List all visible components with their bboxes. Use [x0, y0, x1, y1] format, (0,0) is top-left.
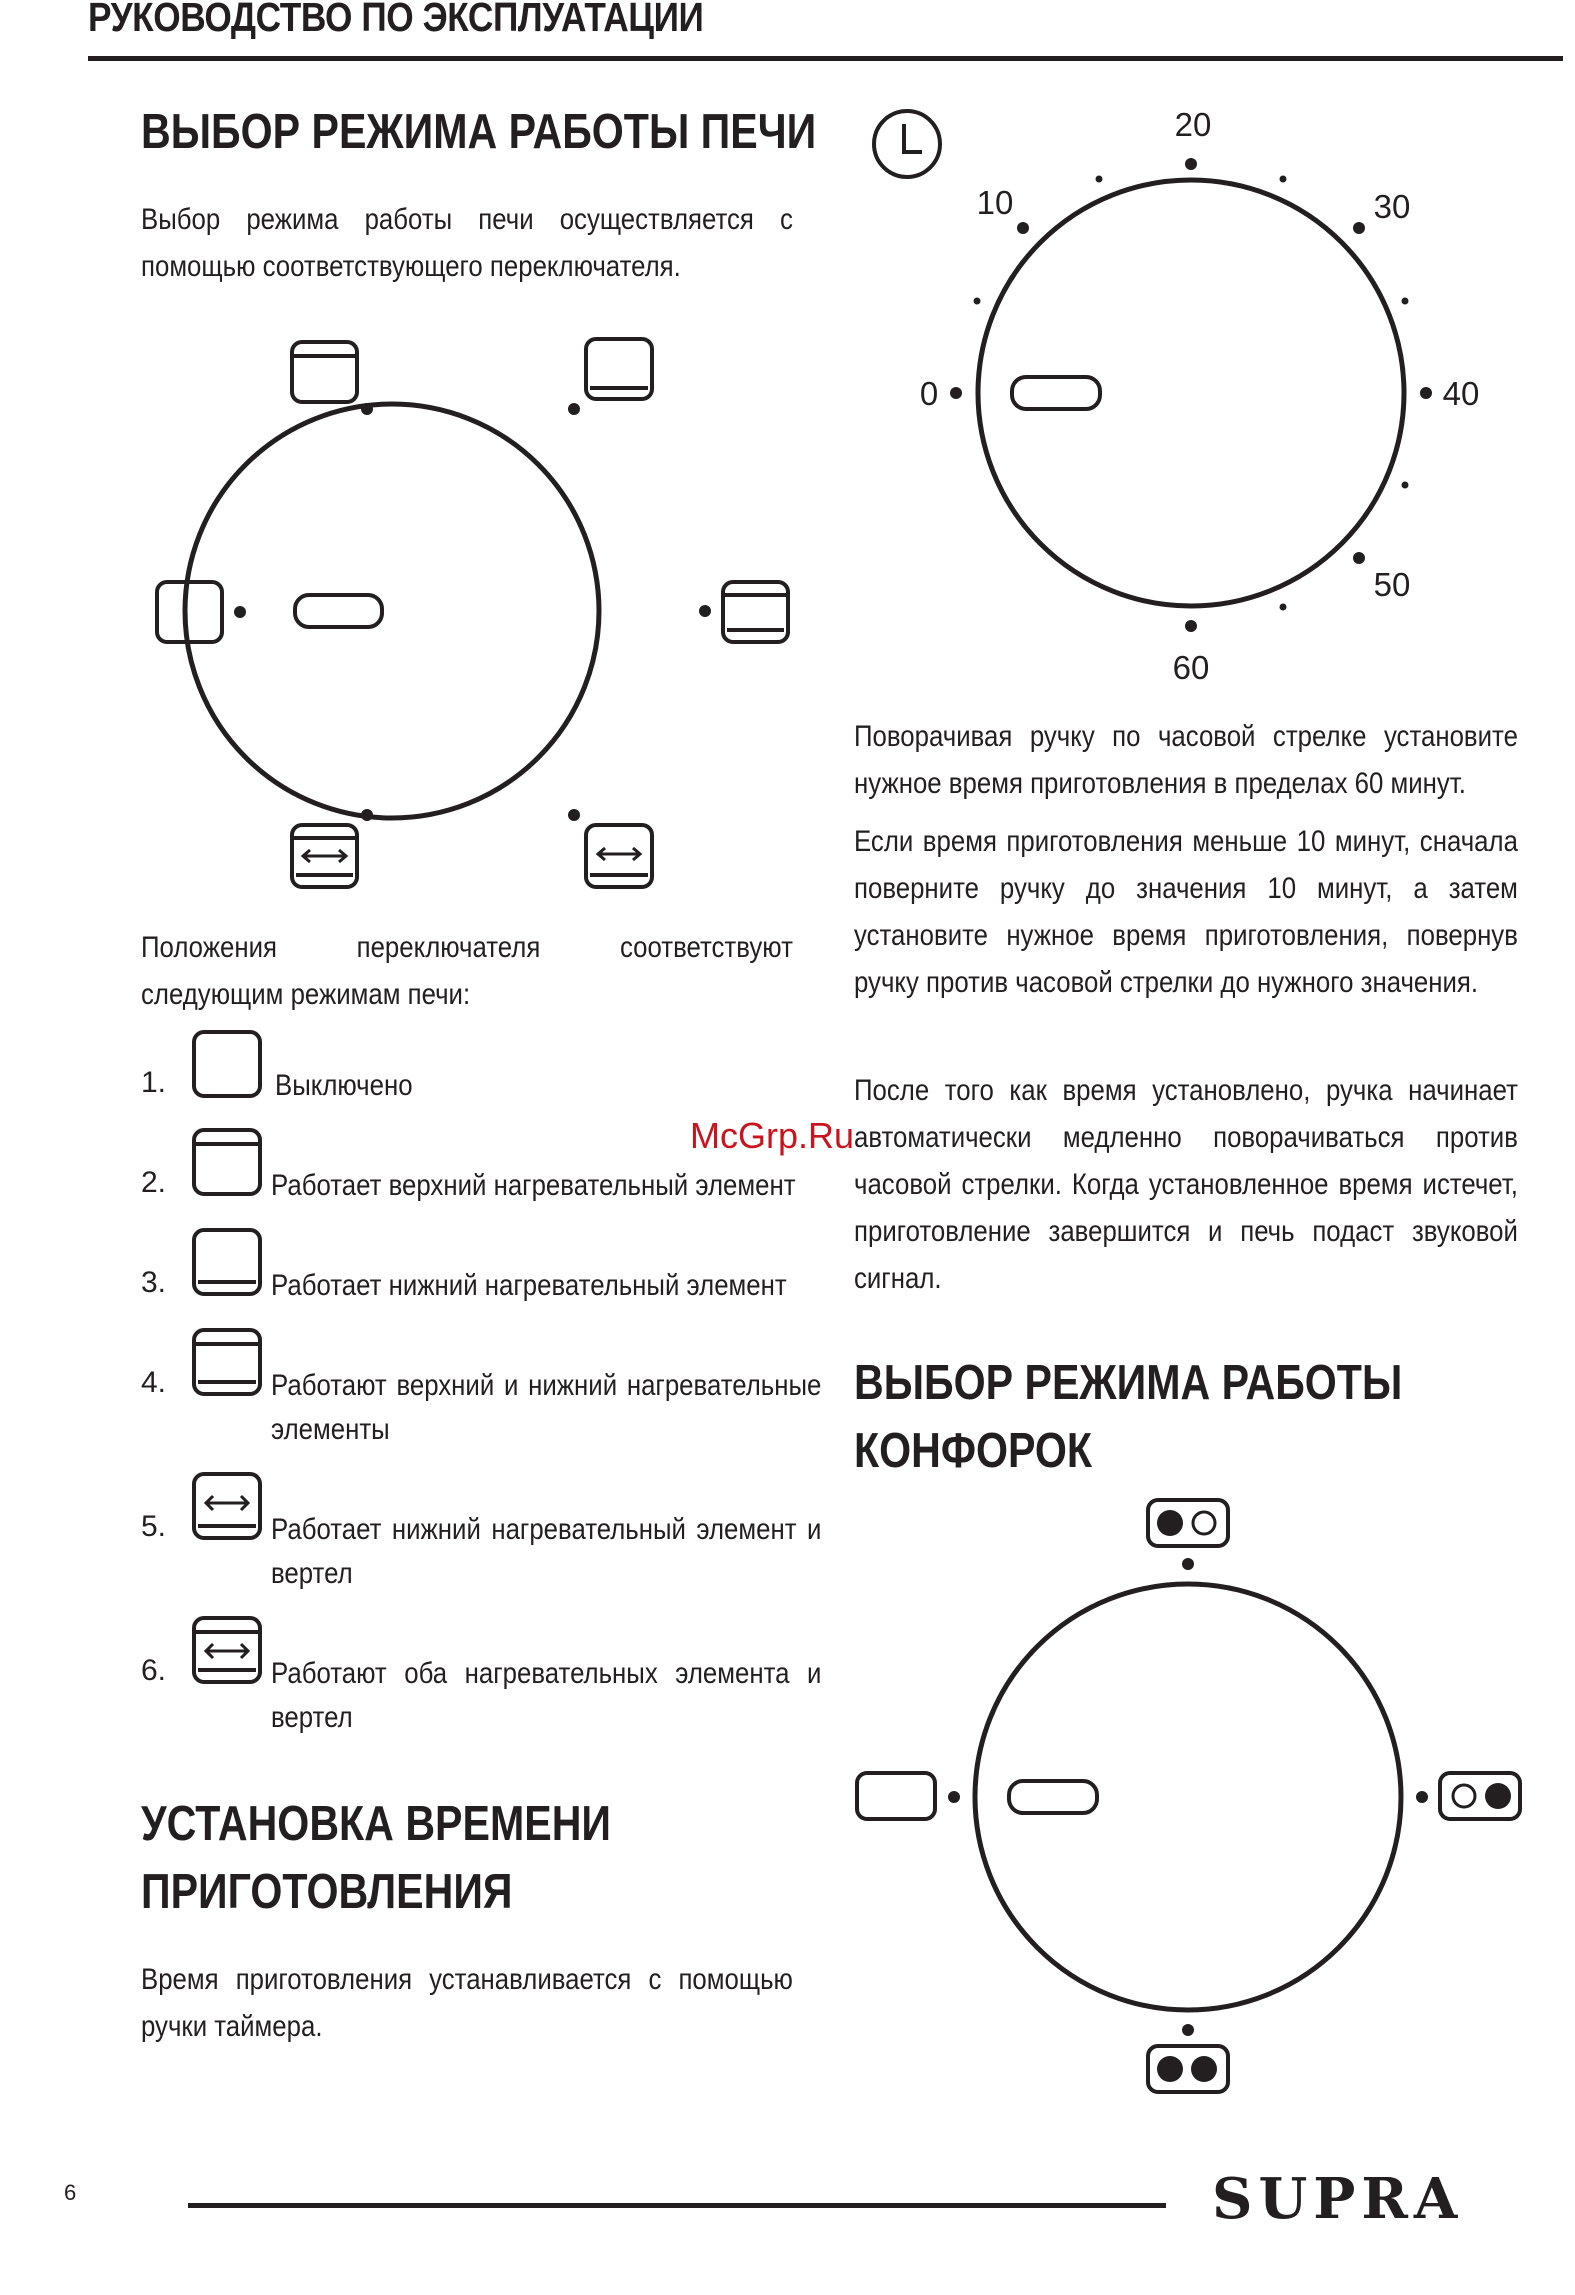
burners-off-icon [857, 1773, 935, 1819]
top-heater-icon [292, 342, 357, 402]
bottom-heater-spit-icon [586, 825, 652, 887]
list-item-text: Выключено [275, 1069, 413, 1102]
timer-knob [978, 180, 1404, 606]
timer-label-30: 30 [1373, 188, 1411, 225]
timer-paragraph-1: Поворачивая ручку по часовой стрелке установите нужное время приготовления в пределах 60 минут. [854, 720, 1518, 800]
bottom-heater-icon [190, 1226, 266, 1302]
document-header-title: РУКОВОДСТВО ПО ЭКСПЛУАТАЦИИ [88, 0, 704, 40]
dial-position-dot [361, 403, 373, 415]
list-item-text: Работает нижний нагревательный элемент и вертел [271, 1513, 822, 1590]
timer-label-60: 60 [1172, 649, 1210, 686]
timer-label-0: 0 [919, 375, 939, 412]
oven-mode-intro: Выбор режима работы печи осуществляется с помощью соответствующего переключателя. [141, 203, 793, 283]
timer-mark-dot [1353, 552, 1365, 564]
timer-paragraph-2: Если время приготовления меньше 10 минут, сначала поверните ручку до значения 10 минут, а затем установите нужное время приготовления, повернув ручку против часовой стрелки до нужного значения. [854, 825, 1518, 999]
timer-dial-diagram [860, 100, 1540, 700]
burner-position-dot [1416, 1791, 1428, 1803]
oven-mode-dial-diagram [140, 320, 820, 900]
burner-mode-dial-diagram [850, 1490, 1540, 2110]
timer-minor-dot [974, 298, 981, 305]
burner-position-dot [948, 1791, 960, 1803]
cooking-time-heading-line2: ПРИГОТОВЛЕНИЯ [141, 1865, 513, 1919]
timer-label-50: 50 [1373, 566, 1411, 603]
dial-knob [185, 404, 599, 818]
timer-label-20: 20 [1174, 106, 1212, 143]
list-item-text: Работает верхний нагревательный элемент [271, 1169, 796, 1202]
timer-paragraph-3: После того как время установлено, ручка начинает автоматически медленно поворачиваться против часовой стрелки. Когда установленное время истечет, приготовление завершится и печь подаст звуковой сигнал. [854, 1074, 1518, 1295]
positions-intro: Положения переключателя соответствуют следующим режимам печи: [141, 931, 793, 1011]
timer-mark-dot [1353, 222, 1365, 234]
bottom-heater-spit-icon [190, 1470, 266, 1546]
burner-position-dot [1182, 2024, 1194, 2036]
burner-mode-heading-line1: ВЫБОР РЕЖИМА РАБОТЫ [854, 1356, 1403, 1410]
page-number: 6 [64, 2180, 77, 2205]
top-heater-icon [190, 1126, 266, 1202]
timer-minor-dot [1280, 176, 1287, 183]
dial-position-dot [568, 809, 580, 821]
header-divider [88, 56, 1563, 61]
list-item-number: 6. [141, 1654, 167, 1687]
list-item-number: 2. [141, 1166, 167, 1199]
list-item-text: Работают верхний и нижний нагревательные элементы [271, 1369, 822, 1446]
both-heaters-spit-icon [190, 1614, 266, 1690]
timer-mark-dot [1185, 158, 1197, 170]
burner-mode-heading-line2: КОНФОРОК [854, 1424, 1093, 1478]
timer-mark-dot [1185, 620, 1197, 632]
dial-position-dot [568, 403, 580, 415]
dial-position-dot [234, 606, 246, 618]
list-item-number: 5. [141, 1510, 167, 1543]
oven-off-icon [157, 582, 222, 642]
timer-label-40: 40 [1442, 375, 1480, 412]
dial-position-dot [699, 605, 711, 617]
bottom-heater-icon [586, 339, 652, 399]
cooking-time-intro: Время приготовления устанавливается с помощью ручки таймера. [141, 1963, 793, 2043]
list-item-number: 1. [141, 1066, 167, 1099]
top-bottom-heater-icon [723, 582, 788, 642]
both-burners-on-icon [1148, 2046, 1228, 2092]
dial-pointer [295, 595, 382, 627]
oven-mode-heading: ВЫБОР РЕЖИМА РАБОТЫ ПЕЧИ [141, 105, 817, 159]
timer-minor-dot [1096, 176, 1103, 183]
oven-off-icon [190, 1028, 266, 1104]
left-burner-on-icon [1148, 1500, 1228, 1546]
list-item-text: Работают оба нагревательных элемента и вертел [271, 1657, 822, 1734]
timer-minor-dot [1280, 604, 1287, 611]
timer-minor-dot [1402, 298, 1409, 305]
supra-logo: SUPRA [1212, 2166, 1464, 2232]
timer-mark-dot [1017, 222, 1029, 234]
top-bottom-heater-icon [190, 1326, 266, 1402]
burner-pointer [1009, 1781, 1097, 1813]
timer-label-10: 10 [976, 184, 1014, 221]
list-item-number: 4. [141, 1366, 167, 1399]
dial-position-dot [361, 809, 373, 821]
timer-mark-dot [1420, 387, 1432, 399]
burner-knob [975, 1584, 1401, 2010]
both-heaters-spit-icon [292, 825, 357, 887]
list-item-number: 3. [141, 1266, 167, 1299]
timer-pointer [1012, 377, 1100, 409]
right-burner-on-icon [1440, 1773, 1520, 1819]
timer-minor-dot [1402, 482, 1409, 489]
list-item-text: Работает нижний нагревательный элемент [271, 1269, 787, 1302]
clock-icon [874, 111, 940, 177]
timer-mark-dot [950, 387, 962, 399]
cooking-time-heading-line1: УСТАНОВКА ВРЕМЕНИ [141, 1797, 612, 1851]
footer-divider [188, 2203, 1166, 2208]
burner-position-dot [1182, 1558, 1194, 1570]
watermark-text: McGrp.Ru [690, 1115, 855, 1156]
